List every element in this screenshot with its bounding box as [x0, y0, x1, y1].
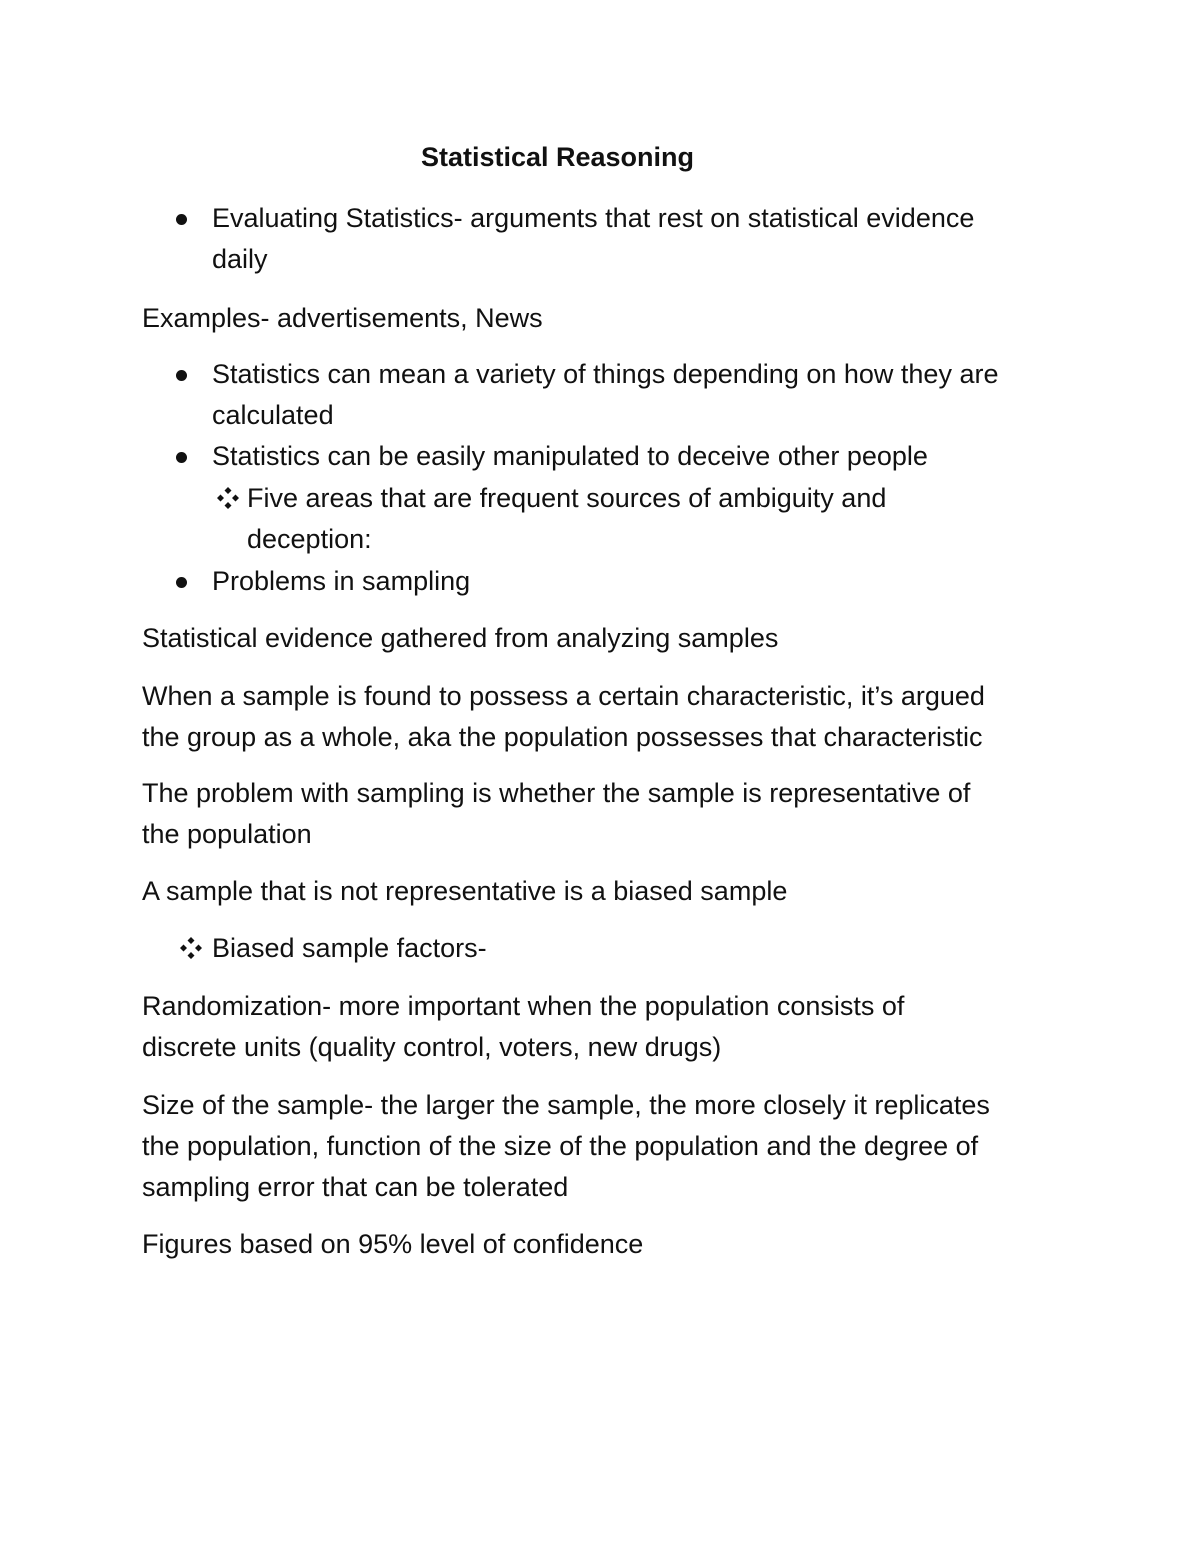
bullet-item: Statistics can be easily manipulated to deceive other people	[212, 441, 928, 471]
bullet-line: Evaluating Statistics- arguments that rest on statistical evidence	[212, 203, 975, 233]
bullet-dot-icon	[176, 214, 187, 225]
bullet-dot-icon	[176, 452, 187, 463]
bullet-item	[212, 354, 998, 436]
paragraph-line: Randomization- more important when the population consists of	[142, 991, 905, 1021]
sub-bullet-item	[247, 478, 886, 560]
sub-bullet-line: deception:	[247, 524, 372, 554]
paragraph	[142, 986, 904, 1068]
paragraph-line: When a sample is found to possess a certain characteristic, it’s argued	[142, 681, 985, 711]
paragraph-line: sampling error that can be tolerated	[142, 1172, 569, 1202]
paragraph-line: discrete units (quality control, voters, new drugs)	[142, 1032, 722, 1062]
paragraph-line: The problem with sampling is whether the sample is representative of	[142, 778, 971, 808]
sub-bullet-item: Biased sample factors-	[212, 933, 487, 963]
paragraph: Figures based on 95% level of confidence	[142, 1229, 644, 1259]
page-title: Statistical Reasoning	[420, 142, 695, 172]
bullet-line: daily	[212, 244, 268, 274]
paragraph	[142, 676, 985, 758]
paragraph-line: the population, function of the size of the population and the degree of	[142, 1131, 979, 1161]
paragraph-line: the population	[142, 819, 312, 849]
bullet-line: Statistics can mean a variety of things depending on how they are	[212, 359, 999, 389]
paragraph	[142, 773, 970, 855]
four-diamond-icon	[216, 486, 240, 510]
bullet-dot-icon	[176, 577, 187, 588]
bullet-line: calculated	[212, 400, 334, 430]
four-diamond-icon	[179, 936, 203, 960]
paragraph	[142, 1085, 990, 1208]
bullet-item	[212, 198, 974, 280]
bullet-dot-icon	[176, 370, 187, 381]
paragraph-line: the group as a whole, aka the population possesses that characteristic	[142, 722, 983, 752]
bullet-item: Problems in sampling	[212, 566, 471, 596]
paragraph: Examples- advertisements, News	[142, 303, 543, 333]
sub-bullet-line: Five areas that are frequent sources of ambiguity and	[247, 483, 887, 513]
paragraph: A sample that is not representative is a biased sample	[142, 876, 788, 906]
paragraph: Statistical evidence gathered from analyzing samples	[142, 623, 779, 653]
paragraph-line: Size of the sample- the larger the sample, the more closely it replicates	[142, 1090, 990, 1120]
